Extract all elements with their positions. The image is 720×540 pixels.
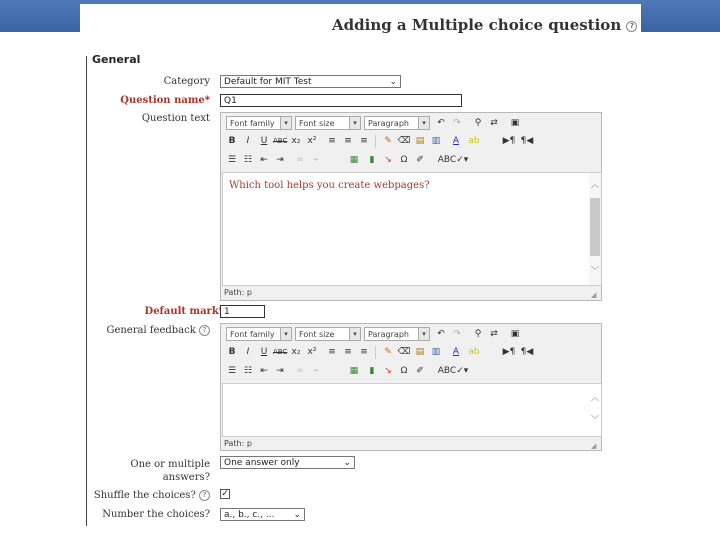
scroll-down-icon[interactable]: ﹀ [591, 266, 599, 275]
number-choices-label: Number the choices? [102, 509, 210, 520]
italic-button[interactable]: I [246, 347, 250, 357]
align-right-icon[interactable]: ≡ [360, 136, 368, 146]
fieldset-legend: General [92, 53, 141, 66]
category-select[interactable] [220, 75, 401, 88]
answers-mode-select[interactable] [220, 456, 355, 469]
subscript-button[interactable]: x₂ [291, 347, 301, 357]
highlight-icon[interactable]: ab [468, 136, 480, 146]
replace-icon[interactable]: ⇄ [490, 329, 498, 339]
help-icon[interactable]: ? [199, 490, 210, 501]
eraser-icon[interactable]: ⌫ [397, 347, 411, 357]
highlight-icon[interactable]: ab [468, 347, 480, 357]
toolbar-separator [375, 346, 376, 359]
general-feedback-label: General feedback ? [106, 325, 210, 336]
ltr-icon[interactable]: ▶¶ [502, 136, 516, 146]
scroll-up-icon[interactable]: ︿ [591, 393, 599, 402]
edit-html-icon[interactable]: ✐ [416, 366, 424, 376]
paste-text-icon[interactable]: ▤ [415, 136, 425, 146]
category-label: Category [163, 76, 210, 87]
scroll-down-icon[interactable]: ﹀ [591, 415, 599, 424]
resize-grip-icon[interactable]: ◢ [591, 291, 597, 299]
fieldset-border [86, 56, 87, 526]
question-name-input[interactable]: Q1 [220, 94, 462, 107]
one-or-multiple-label: One or multiple answers? [130, 459, 210, 483]
media-icon[interactable]: ▮ [369, 155, 375, 165]
link-icon[interactable]: ∞ [296, 366, 304, 376]
text-color-icon[interactable]: A [452, 347, 460, 357]
bullet-list-icon[interactable]: ☰ [227, 155, 237, 165]
chevron-down-icon: ⌄ [389, 77, 397, 87]
page-title: Adding a Multiple choice question ? [332, 16, 637, 34]
cleanup-icon[interactable]: ✎ [384, 347, 392, 357]
ltr-icon[interactable]: ▶¶ [502, 347, 516, 357]
redo-icon[interactable]: ↷ [453, 329, 461, 339]
undo-icon[interactable]: ↶ [437, 329, 445, 339]
bold-button[interactable]: B [228, 136, 236, 146]
align-left-icon[interactable]: ≡ [328, 136, 336, 146]
paste-word-icon[interactable]: ▥ [431, 136, 441, 146]
font-size-select[interactable]: Font size ▾ [295, 327, 361, 341]
rtl-icon[interactable]: ¶◀ [520, 136, 534, 146]
scroll-up-icon[interactable]: ︿ [591, 180, 599, 189]
paste-text-icon[interactable]: ▤ [415, 347, 425, 357]
replace-icon[interactable]: ⇄ [490, 118, 498, 128]
image-icon[interactable]: ▦ [349, 366, 359, 376]
answers-mode-value: One answer only [224, 458, 300, 468]
shuffle-label: Shuffle the choices? ? [94, 490, 210, 501]
general-feedback-editor [220, 323, 602, 451]
default-mark-input[interactable]: 1 [220, 305, 265, 318]
outdent-icon[interactable]: ⇤ [260, 366, 268, 376]
chevron-down-icon: ⌄ [343, 458, 351, 468]
fullscreen-icon[interactable]: ▣ [510, 329, 520, 339]
underline-button[interactable]: U [260, 136, 268, 146]
paragraph-select[interactable]: Paragraph ▾ [364, 116, 430, 130]
chevron-down-icon: ⌄ [293, 510, 301, 520]
strike-button[interactable]: ABC [273, 348, 288, 356]
find-icon[interactable]: ⚲ [474, 329, 482, 339]
edit-html-icon[interactable]: ✐ [416, 155, 424, 165]
find-icon[interactable]: ⚲ [474, 118, 482, 128]
font-size-select[interactable]: Font size ▾ [295, 116, 361, 130]
number-choices-value: a., b., c., ... [224, 510, 275, 520]
omega-icon[interactable]: Ω [400, 366, 408, 376]
unlink-icon[interactable]: ⌁ [313, 366, 319, 376]
align-center-icon[interactable]: ≡ [344, 347, 352, 357]
unlink-icon[interactable]: ⌁ [313, 155, 319, 165]
scrollbar-thumb[interactable] [590, 198, 600, 256]
resize-grip-icon[interactable]: ◢ [591, 442, 597, 450]
numbered-list-icon[interactable]: ☷ [243, 155, 253, 165]
paragraph-select[interactable]: Paragraph ▾ [364, 327, 430, 341]
vertical-scrollbar[interactable] [589, 173, 601, 285]
nolink-icon[interactable]: ↘ [384, 366, 392, 376]
outdent-icon[interactable]: ⇤ [260, 155, 268, 165]
question-text-editor [220, 112, 602, 301]
fullscreen-icon[interactable]: ▣ [510, 118, 520, 128]
question-text-body: Which tool helps you create webpages? [229, 180, 430, 191]
font-family-select[interactable]: Font family ▾ [226, 116, 292, 130]
numbered-list-icon[interactable]: ☷ [243, 366, 253, 376]
link-icon[interactable]: ∞ [296, 155, 304, 165]
align-right-icon[interactable]: ≡ [360, 347, 368, 357]
undo-icon[interactable]: ↶ [437, 118, 445, 128]
toolbar-separator [375, 135, 376, 148]
general-feedback-content[interactable] [222, 383, 602, 437]
default-mark-label: Default mark [144, 306, 219, 317]
spellcheck-icon[interactable]: ABC✓▾ [437, 155, 469, 165]
media-icon[interactable]: ▮ [369, 366, 375, 376]
strike-button[interactable]: ABC [273, 137, 288, 145]
indent-icon[interactable]: ⇥ [276, 155, 284, 165]
image-icon[interactable]: ▦ [349, 155, 359, 165]
redo-icon[interactable]: ↷ [453, 118, 461, 128]
indent-icon[interactable]: ⇥ [276, 366, 284, 376]
cleanup-icon[interactable]: ✎ [384, 136, 392, 146]
category-value: Default for MIT Test [224, 77, 312, 87]
paste-word-icon[interactable]: ▥ [431, 347, 441, 357]
nolink-icon[interactable]: ↘ [384, 155, 392, 165]
help-icon[interactable]: ? [199, 325, 210, 336]
shuffle-checkbox[interactable]: ✓ [221, 489, 229, 499]
eraser-icon[interactable]: ⌫ [397, 136, 411, 146]
question-text-label: Question text [141, 113, 210, 124]
editor-path: Path: p [224, 288, 252, 297]
rtl-icon[interactable]: ¶◀ [520, 347, 534, 357]
text-color-icon[interactable]: A [452, 136, 460, 146]
editor-path: Path: p [224, 439, 252, 448]
question-text-content[interactable] [222, 172, 602, 286]
vertical-scrollbar[interactable] [589, 384, 601, 436]
align-left-icon[interactable]: ≡ [328, 347, 336, 357]
superscript-button[interactable]: x² [307, 347, 317, 357]
subscript-button[interactable]: x₂ [291, 136, 301, 146]
number-choices-select[interactable] [220, 508, 305, 521]
font-family-select[interactable]: Font family ▾ [226, 327, 292, 341]
align-center-icon[interactable]: ≡ [344, 136, 352, 146]
superscript-button[interactable]: x² [307, 136, 317, 146]
omega-icon[interactable]: Ω [400, 155, 408, 165]
italic-button[interactable]: I [246, 136, 250, 146]
question-name-label: Question name* [120, 95, 210, 106]
help-icon[interactable]: ? [626, 21, 637, 32]
spellcheck-icon[interactable]: ABC✓▾ [437, 366, 469, 376]
bold-button[interactable]: B [228, 347, 236, 357]
bullet-list-icon[interactable]: ☰ [227, 366, 237, 376]
underline-button[interactable]: U [260, 347, 268, 357]
